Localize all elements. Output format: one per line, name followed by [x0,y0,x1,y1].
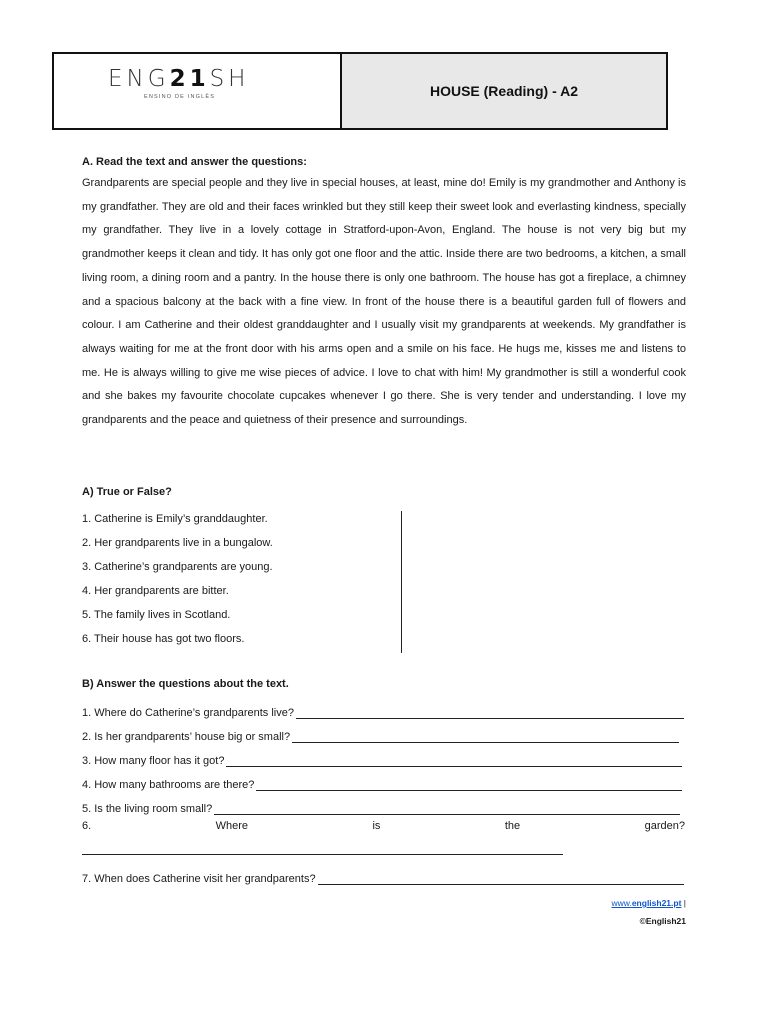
logo-tagline: ENSINO DE INGLÊS [144,94,216,100]
question-row [82,869,684,885]
question-6-row [82,820,685,832]
copyright: ©English21 [639,916,686,926]
answer-line[interactable] [82,854,563,855]
true-false-item: 5. The family lives in Scotland. [82,609,231,621]
answer-line[interactable] [292,731,679,743]
answer-line[interactable] [256,779,682,791]
true-false-item: 3. Catherine’s grandparents are young. [82,561,273,573]
logo-cell [54,54,342,128]
question-6-word: 6. [82,820,92,832]
question-6-word: the [504,820,521,832]
true-false-item: 2. Her grandparents live in a bungalow. [82,537,273,549]
title-cell [342,54,666,128]
question-row [82,751,682,767]
answer-line[interactable] [226,755,682,767]
question-row [82,775,682,791]
true-false-list [82,510,273,654]
question-row [82,799,680,815]
question-text: 3. How many floor has it got? [82,755,225,767]
answer-line[interactable] [318,873,684,885]
true-false-item: 6. Their house has got two floors. [82,633,245,645]
true-false-heading: A) True or False? [82,486,172,498]
question-row [82,727,679,743]
answer-line[interactable] [296,707,684,719]
question-text: 2. Is her grandparents’ house big or small? [82,731,291,743]
question-text: 7. When does Catherine visit her grandparents? [82,873,316,885]
question-row [82,703,684,719]
header-box [52,52,668,130]
website-link[interactable]: www.english21.pt [611,898,682,908]
question-text: 5. Is the living room small? [82,803,213,815]
question-6-word: is [372,820,381,832]
true-false-answer-divider [401,511,402,653]
true-false-item: 4. Her grandparents are bitter. [82,585,229,597]
answer-line[interactable] [214,803,680,815]
question-text: 4. How many bathrooms are there? [82,779,255,791]
reading-passage: Grandparents are special people and they live in special houses, at least, mine do! Emily is my grandmother and Anthony is my grandfather. They are old and their faces wrinkled but they still keep their sweet look and everlasting kindness, specially my grandfather. They live in a lovely cottage in Stratford-upon-Avon, England. The house is not very big but my grandmother keeps it clean and tidy. It has only got one floor and the attic. Inside there are two bedrooms, a kitchen, a small living room, a dining room and a pantry. In the house there is only one bathroom. The house has got a fireplace, a chimney and a spacious balcony at the back with a fine view. In front of the house there is a beautiful garden full of flowers and colour. I am Catherine and their oldest granddaughter and I usually visit my grandparents at weekends. My grandfather is always waiting for me at the front door with his arms open and a smile on his face. He hugs me, kisses me and listens to me. He is always willing to give me wise pieces of advice. I love to chat with him! My grandmother is still a wonderful cook and she bakes my favourite chocolate cupcakes whenever I go there. She is very tender and understanding. I love my grandparents and the peace and quietness of their presence and surroundings. [82,177,686,427]
section-a [82,152,686,433]
english21-logo: ENG21SH ENSINO DE INGLÊS [108,66,250,100]
section-a-heading: A. Read the text and answer the questions: [82,156,307,168]
question-6-word: Where [215,820,249,832]
worksheet-title: HOUSE (Reading) - A2 [429,83,579,99]
question-6-word: garden? [644,820,685,832]
section-b-heading: B) Answer the questions about the text. [82,678,289,690]
question-text: 1. Where do Catherine’s grandparents live? [82,707,294,719]
true-false-item: 1. Catherine is Emily’s granddaughter. [82,513,268,525]
footer: www.english21.pt | ©English21 [612,894,686,930]
